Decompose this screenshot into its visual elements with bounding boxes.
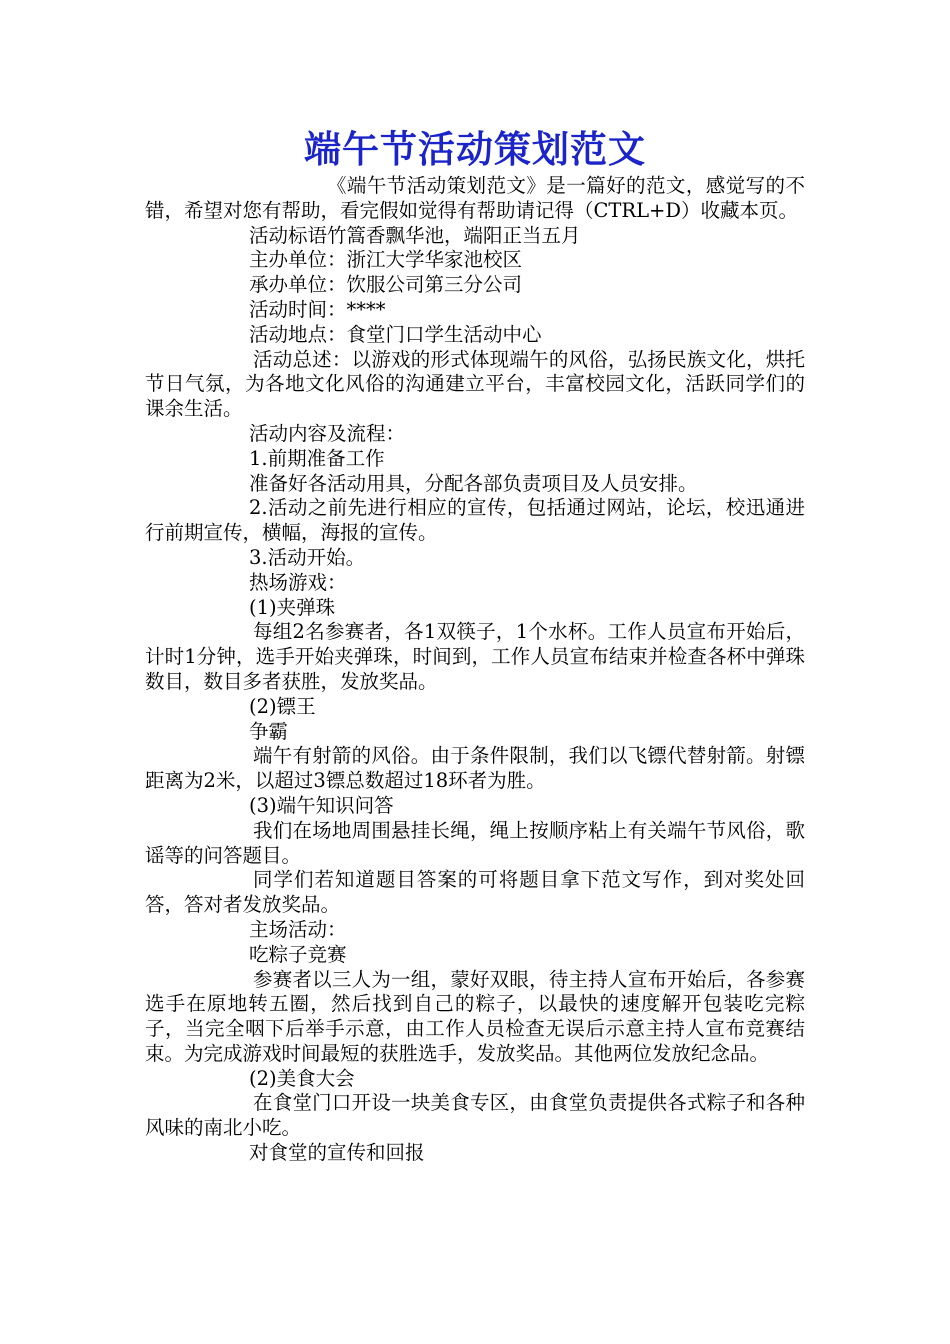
paragraph: 1.前期准备工作 <box>249 446 385 470</box>
paragraph: 参赛者以三人为一组，蒙好双眼，待主持人宣布开始后，各参赛选手在原地转五圈，然后找到自己的粽子，以最快的速度解开包装吃完粽子，当完全咽下后举手示意，由工作人员检查无误后示意主持人宣布竞赛结束。为完成游戏时间最短的获胜选手，发放奖品。其他两位发放纪念品。 <box>145 967 805 1065</box>
paragraph: 《端午节活动策划范文》是一篇好的范文，感觉写的不错，希望对您有帮助，看完假如觉得有帮助请记得（CTRL+D）收藏本页。 <box>145 174 805 222</box>
paragraph: 主办单位：浙江大学华家池校区 <box>249 248 523 272</box>
paragraph: 在食堂门口开设一块美食专区，由食堂负责提供各式粽子和各种风味的南北小吃。 <box>145 1091 805 1140</box>
paragraph: 争霸 <box>249 719 289 743</box>
paragraph: (3)端午知识问答 <box>249 793 394 817</box>
paragraph: 活动内容及流程： <box>249 421 406 445</box>
paragraph: 吃粽子竞赛 <box>249 942 347 966</box>
paragraph: 端午有射箭的风俗。由于条件限制，我们以飞镖代替射箭。射镖距离为2米，以超过3镖总数超过18环者为胜。 <box>145 744 805 793</box>
paragraph: 承办单位：饮服公司第三分公司 <box>249 273 523 297</box>
paragraph: 活动总述：以游戏的形式体现端午的风俗，弘扬民族文化，烘托节日气氛，为各地文化风俗的沟通建立平台，丰富校园文化，活跃同学们的课余生活。 <box>145 347 805 421</box>
paragraph: 我们在场地周围悬挂长绳，绳上按顺序粘上有关端午节风俗，歌谣等的问答题目。 <box>145 818 805 867</box>
paragraph: (2)美食大会 <box>249 1066 355 1090</box>
paragraph: 同学们若知道题目答案的可将题目拿下范文写作，到对奖处回答，答对者发放奖品。 <box>145 868 805 917</box>
paragraph: (1)夹弹珠 <box>249 595 336 619</box>
paragraph: 对食堂的宣传和回报 <box>249 1141 425 1165</box>
paragraph: (2)镖王 <box>249 694 316 718</box>
paragraph: 活动时间：**** <box>249 297 386 321</box>
paragraph: 主场活动： <box>249 917 347 941</box>
paragraph: 热场游戏： <box>249 570 347 594</box>
paragraph: 3.活动开始。 <box>249 545 366 569</box>
document-body <box>145 174 805 1166</box>
paragraph: 活动标语竹篙香飘华池，端阳正当五月 <box>249 223 581 247</box>
paragraph: 准备好各活动用具，分配各部负责项目及人员安排。 <box>249 471 698 495</box>
paragraph: 活动地点：食堂门口学生活动中心 <box>249 322 542 346</box>
document-title: 端午节活动策划范文 <box>304 127 646 171</box>
paragraph: 2.活动之前先进行相应的宣传，包括通过网站，论坛，校迅通进行前期宣传，横幅，海报的宣传。 <box>145 496 805 545</box>
paragraph: 每组2名参赛者，各1双筷子，1个水杯。工作人员宣布开始后，计时1分钟，选手开始夹弹珠，时间到，工作人员宣布结束并检查各杯中弹珠数目，数目多者获胜，发放奖品。 <box>145 620 805 693</box>
